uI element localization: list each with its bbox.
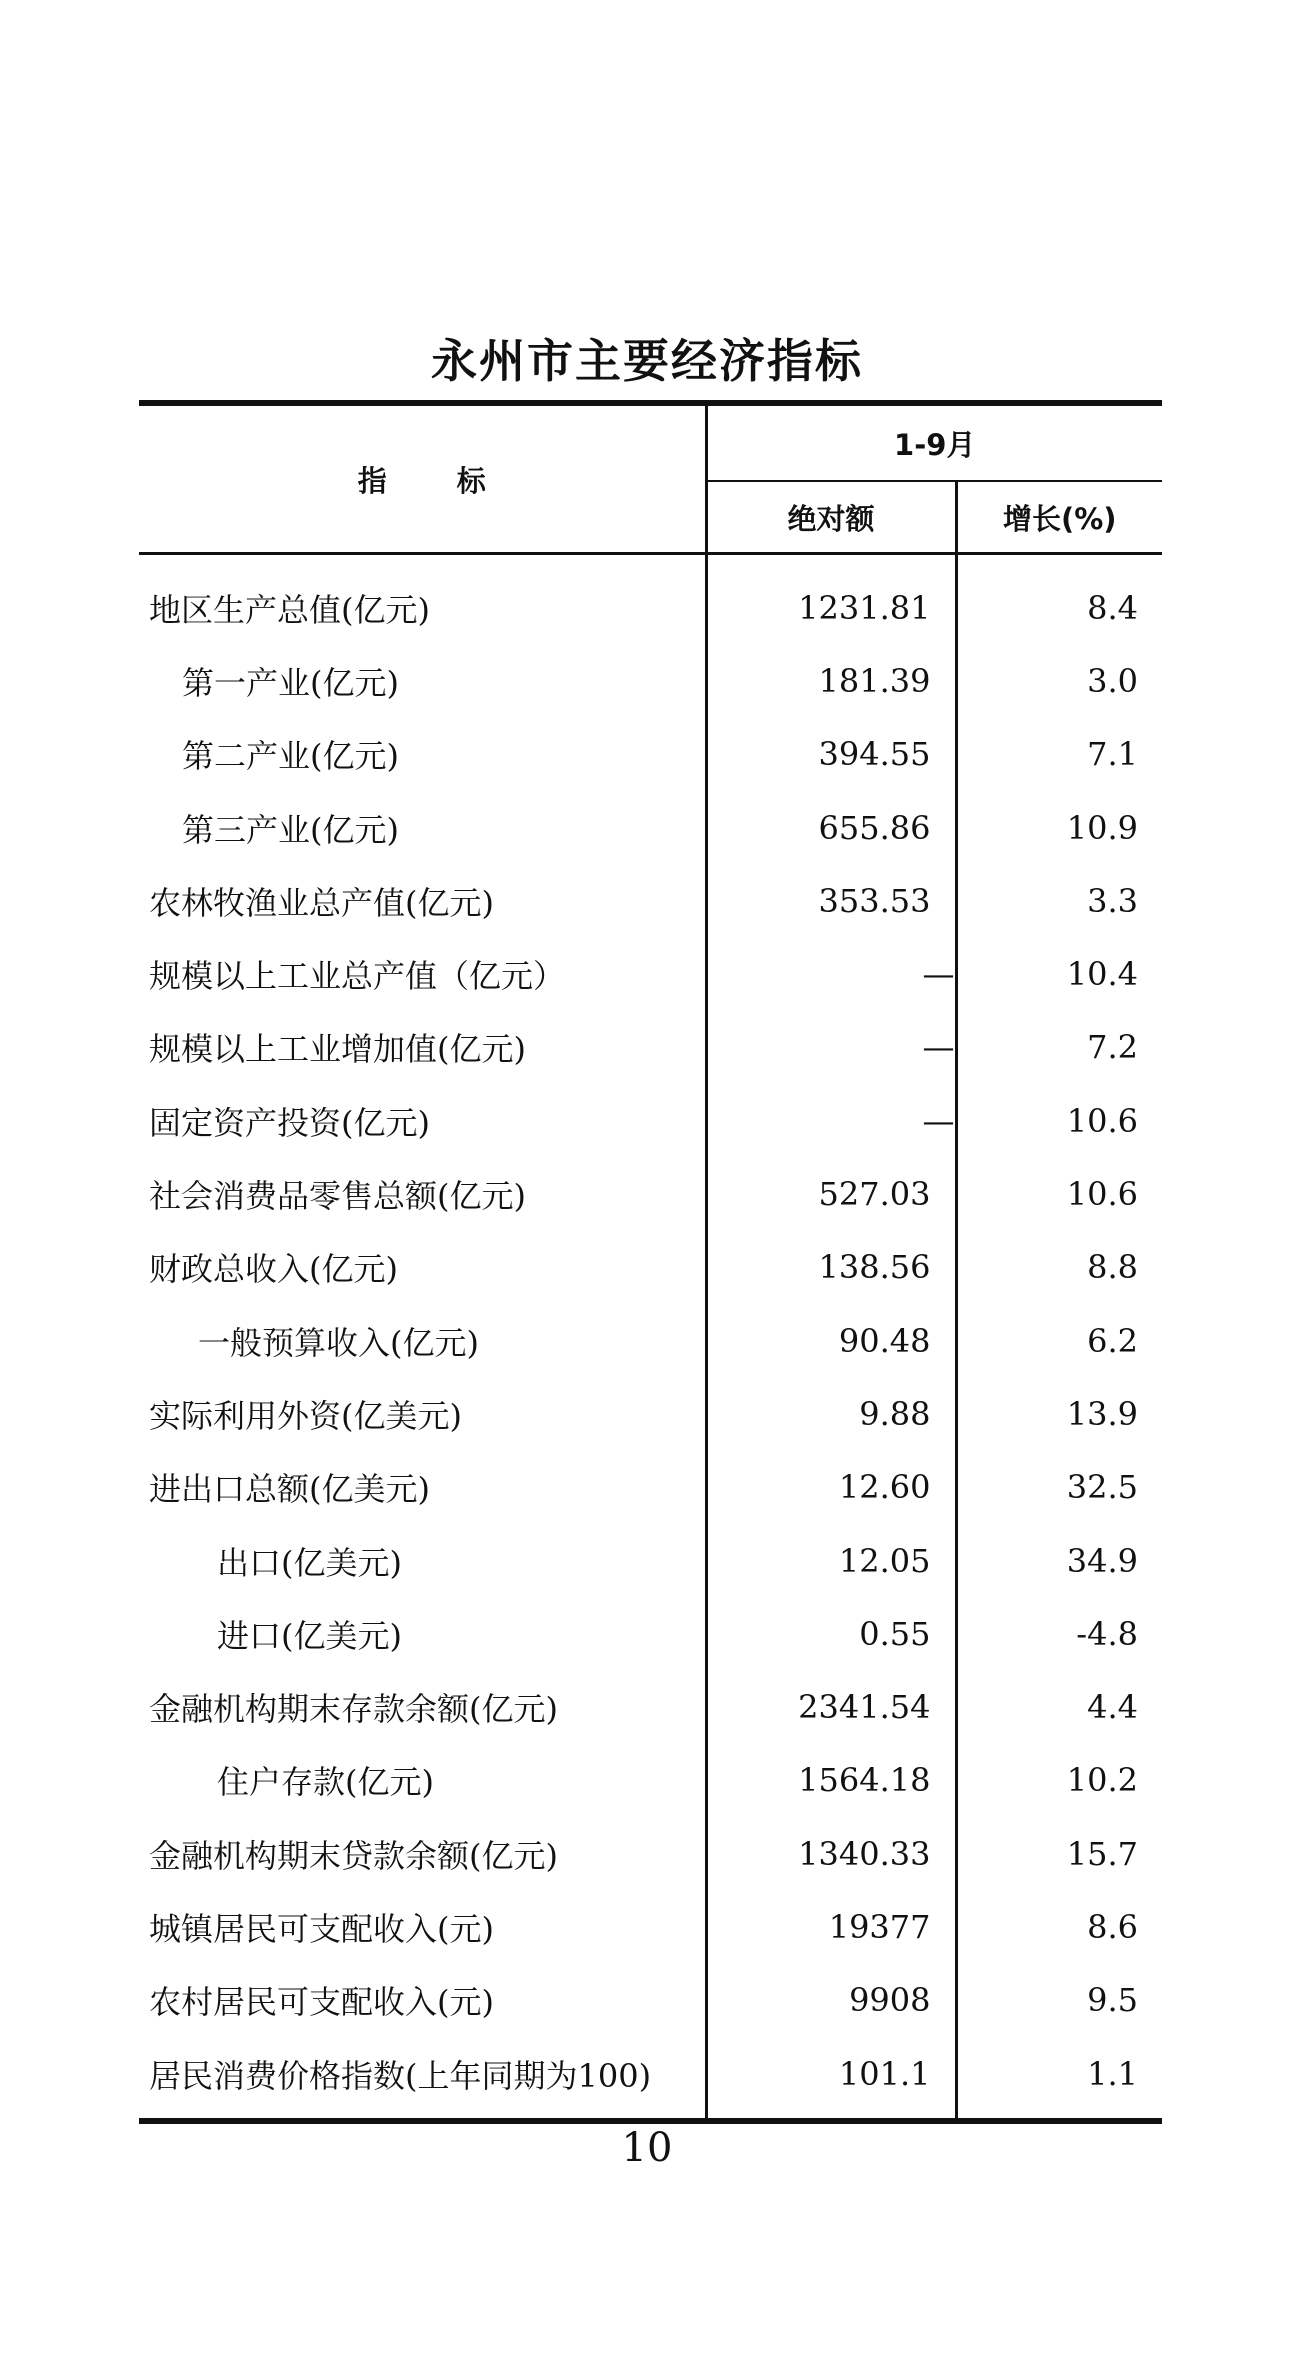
growth-value-cell: 34.9: [1066, 1541, 1138, 1580]
table-row: [139, 1011, 1162, 1084]
indicator-name-cell: 地区生产总值(亿元): [139, 554, 706, 645]
absolute-value-cell: 12.05: [706, 1524, 956, 1597]
indicator-name-cell: 农林牧渔业总产值(亿元): [139, 864, 706, 937]
absolute-value-cell: 527.03: [706, 1157, 956, 1230]
indicator-name-cell: 城镇居民可支配收入(元): [139, 1890, 706, 1963]
indicator-name-cell: 社会消费品零售总额(亿元): [139, 1157, 706, 1230]
indicator-name-cell: 居民消费价格指数(上年同期为100): [139, 2037, 706, 2121]
header-absolute: 绝对额: [706, 481, 956, 554]
table-row: [139, 2037, 1162, 2121]
absolute-value-cell: 181.39: [706, 644, 956, 717]
table-row: [139, 554, 1162, 645]
table-row: [139, 718, 1162, 791]
growth-value-cell: 10.6: [1066, 1175, 1138, 1214]
indicator-name-cell: 一般预算收入(亿元): [139, 1304, 706, 1377]
table-body: [139, 554, 1162, 2122]
indicator-name-cell: 住户存款(亿元): [139, 1744, 706, 1817]
growth-value-cell: 4.4: [1087, 1688, 1138, 1727]
growth-value-cell: 6.2: [1087, 1321, 1138, 1360]
growth-value-cell: 32.5: [1066, 1468, 1138, 1507]
absolute-value-cell: 101.1: [706, 2037, 956, 2121]
table-row: [139, 1524, 1162, 1597]
table-row: [139, 1084, 1162, 1157]
economic-indicators-table-wrap: [139, 400, 1162, 2124]
growth-value-cell: 10.4: [1066, 955, 1138, 994]
indicator-name-cell: 第一产业(亿元): [139, 644, 706, 717]
absolute-value-cell: —: [706, 1084, 956, 1157]
header-growth: 增长(%): [956, 481, 1162, 554]
page-number: 10: [621, 2125, 673, 2171]
table-row: [139, 1670, 1162, 1743]
absolute-value-cell: 19377: [706, 1890, 956, 1963]
table-row: [139, 1744, 1162, 1817]
growth-value-cell: 9.5: [1087, 1981, 1138, 2020]
table-row: [139, 1817, 1162, 1890]
absolute-value-cell: 1231.81: [706, 554, 956, 645]
growth-value-cell: -4.8: [1076, 1614, 1138, 1653]
table-row: [139, 1964, 1162, 2037]
growth-value-cell: 10.9: [1066, 808, 1138, 847]
indicator-name-cell: 规模以上工业总产值（亿元）: [139, 937, 706, 1010]
growth-value-cell: 8.6: [1087, 1907, 1138, 1946]
indicator-name-cell: 进出口总额(亿美元): [139, 1451, 706, 1524]
absolute-value-cell: 9908: [706, 1964, 956, 2037]
table-row: [139, 644, 1162, 717]
absolute-value-cell: 0.55: [706, 1597, 956, 1670]
absolute-value-cell: 353.53: [706, 864, 956, 937]
growth-value-cell: 10.2: [1066, 1761, 1138, 1800]
indicator-name-cell: 第二产业(亿元): [139, 718, 706, 791]
absolute-value-cell: 12.60: [706, 1451, 956, 1524]
absolute-value-cell: 138.56: [706, 1231, 956, 1304]
table-row: [139, 1231, 1162, 1304]
growth-value-cell: 15.7: [1066, 1834, 1138, 1873]
growth-value-cell: 3.0: [1087, 661, 1138, 700]
growth-value-cell: 8.8: [1087, 1248, 1138, 1287]
growth-value-cell: 10.6: [1066, 1101, 1138, 1140]
table-row: [139, 1451, 1162, 1524]
indicator-name-cell: 实际利用外资(亿美元): [139, 1377, 706, 1450]
table-row: [139, 1304, 1162, 1377]
absolute-value-cell: 1340.33: [706, 1817, 956, 1890]
growth-value-cell: 1.1: [1087, 2054, 1138, 2093]
table-row: [139, 1890, 1162, 1963]
absolute-value-cell: —: [706, 1011, 956, 1084]
table-row: [139, 1377, 1162, 1450]
indicator-name-cell: 进口(亿美元): [139, 1597, 706, 1670]
growth-value-cell: 7.2: [1087, 1028, 1138, 1067]
indicator-name-cell: 农村居民可支配收入(元): [139, 1964, 706, 2037]
absolute-value-cell: 2341.54: [706, 1670, 956, 1743]
header-period: 1-9月: [706, 403, 1162, 481]
indicator-name-cell: 固定资产投资(亿元): [139, 1084, 706, 1157]
header-indicator-char-2: 标: [456, 463, 486, 498]
absolute-value-cell: 655.86: [706, 791, 956, 864]
header-indicator: [139, 403, 706, 554]
absolute-value-cell: 90.48: [706, 1304, 956, 1377]
header-indicator-char-1: 指: [357, 463, 387, 498]
absolute-value-cell: —: [706, 937, 956, 1010]
absolute-value-cell: 1564.18: [706, 1744, 956, 1817]
indicator-name-cell: 规模以上工业增加值(亿元): [139, 1011, 706, 1084]
indicator-name-cell: 金融机构期末贷款余额(亿元): [139, 1817, 706, 1890]
indicator-name-cell: 第三产业(亿元): [139, 791, 706, 864]
table-row: [139, 864, 1162, 937]
growth-value-cell: 3.3: [1087, 881, 1138, 920]
growth-value-cell: 7.1: [1087, 735, 1138, 774]
table-row: [139, 937, 1162, 1010]
indicator-name-cell: 金融机构期末存款余额(亿元): [139, 1670, 706, 1743]
table-row: [139, 1597, 1162, 1670]
table-row: [139, 1157, 1162, 1230]
page-title: 永州市主要经济指标: [431, 334, 863, 388]
indicator-name-cell: 出口(亿美元): [139, 1524, 706, 1597]
growth-value-cell: 8.4: [1087, 588, 1138, 627]
indicator-name-cell: 财政总收入(亿元): [139, 1231, 706, 1304]
economic-indicators-table: [139, 400, 1162, 2124]
growth-value-cell: 13.9: [1066, 1394, 1138, 1433]
absolute-value-cell: 9.88: [706, 1377, 956, 1450]
absolute-value-cell: 394.55: [706, 718, 956, 791]
table-row: [139, 791, 1162, 864]
